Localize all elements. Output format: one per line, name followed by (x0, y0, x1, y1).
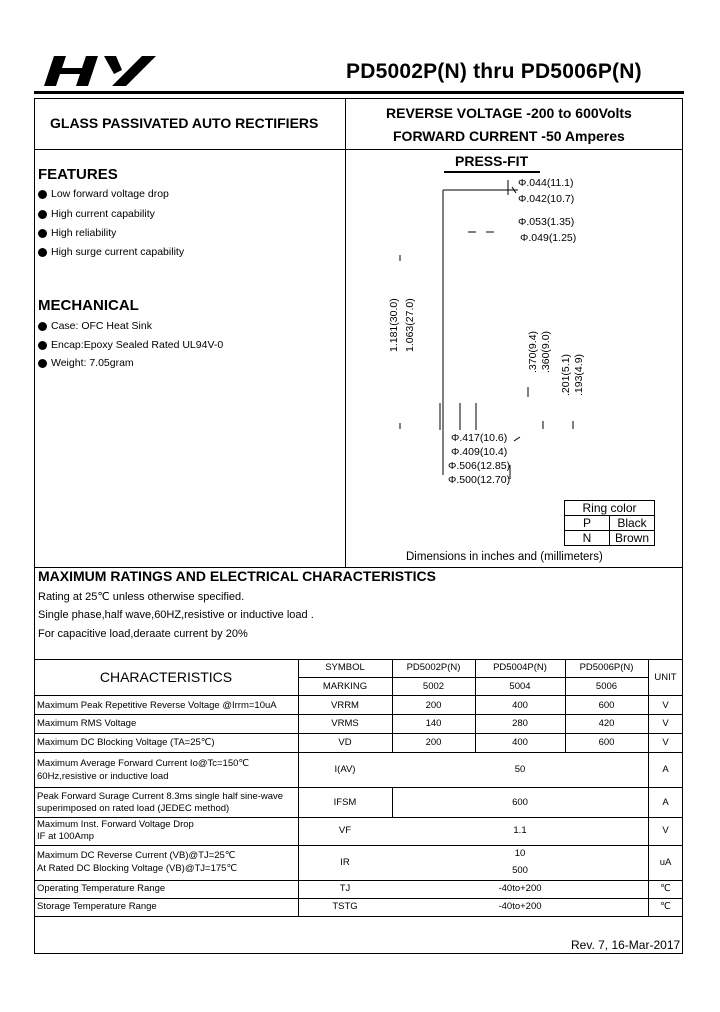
row-symbol: IR (340, 857, 350, 868)
symbol-header: SYMBOL (325, 662, 365, 673)
dimensions-note: Dimensions in inches and (millimeters) (406, 551, 603, 563)
top-divider (34, 149, 683, 150)
dim-label: .370(9.4) (527, 330, 539, 373)
title-underline (444, 171, 540, 173)
characteristics-header: CHARACTERISTICS (99, 669, 233, 685)
cell-unit: V (662, 825, 669, 836)
cell-unit: A (662, 797, 669, 808)
row-name: Maximum Average Forward Current Io@Tc=150℃ (37, 758, 250, 769)
page-title: PD5002P(N) thru PD5006P(N) (346, 60, 642, 83)
list-item: High reliability (38, 227, 116, 239)
cell-value: 1.1 (513, 825, 527, 836)
list-item: Case: OFC Heat Sink (38, 320, 152, 332)
dim-label: Φ.049(1.25) (520, 232, 577, 244)
list-item: Weight: 7.05gram (38, 357, 134, 369)
row-symbol: VD (338, 737, 352, 748)
cell-value: 600 (512, 797, 528, 808)
marking-header: MARKING (322, 681, 368, 692)
list-item: High current capability (38, 208, 155, 220)
row-symbol: VF (338, 825, 352, 836)
ratings-heading: MAXIMUM RATINGS AND ELECTRICAL CHARACTERISTICS (38, 568, 436, 584)
features-heading: FEATURES (38, 166, 118, 183)
cell-value: 200 (425, 700, 442, 711)
cell-unit: uA (659, 857, 672, 868)
rating-note: Single phase,half wave,60HZ,resistive or inductive load . (38, 609, 314, 621)
row-name: Peak Forward Surage Current 8.3ms single half sine-wave (37, 791, 284, 802)
dim-label: Φ.506(12.85) (448, 460, 511, 472)
col-header: PD5004P(N) (493, 662, 547, 673)
row-name-line2: At Rated DC Blocking Voltage (VB)@TJ=175℃ (37, 863, 238, 874)
cell-value: 500 (512, 865, 528, 876)
rating-note: Rating at 25℃ unless otherwise specified. (38, 591, 245, 603)
row-symbol: TSTG (332, 901, 358, 912)
row-name: Maximum DC Reverse Current (VB)@TJ=25℃ (37, 850, 236, 861)
cell-value: 420 (598, 718, 615, 729)
bullet-icon (38, 341, 47, 350)
rating-note: For capacitive load,deraate current by 20% (38, 628, 248, 640)
row-name: Maximum Inst. Forward Voltage Drop (37, 819, 194, 830)
bullet-icon (38, 248, 47, 257)
row-symbol: IFSM (333, 797, 357, 808)
dim-label: .360(9.0) (540, 330, 552, 373)
row-name-line2: 60Hz,resistive or inductive load (37, 771, 169, 782)
dim-label: Φ.044(11.1) (518, 177, 574, 189)
list-item: High surge current capability (38, 246, 184, 258)
bullet-icon (38, 190, 47, 199)
reverse-voltage: REVERSE VOLTAGE -200 to 600Volts (386, 105, 632, 121)
cell-value: -40to+200 (498, 901, 542, 912)
bullet-icon (38, 322, 47, 331)
bullet-icon (38, 359, 47, 368)
row-name: Maximum Peak Repetitive Reverse Voltage @Irrm=10uA (37, 700, 277, 711)
cell-unit: A (662, 764, 669, 775)
forward-current: FORWARD CURRENT -50 Amperes (393, 128, 625, 144)
ring-color-header: Ring color (565, 501, 655, 516)
col-header: PD5002P(N) (406, 662, 461, 673)
row-symbol: VRMS (331, 718, 359, 729)
product-type: GLASS PASSIVATED AUTO RECTIFIERS (50, 115, 319, 131)
cell-unit: V (662, 700, 669, 711)
marking-value: 5006 (595, 681, 618, 692)
dim-label: Φ.409(10.4) (451, 446, 508, 458)
cell-unit: V (662, 737, 669, 748)
mechanical-heading: MECHANICAL (38, 297, 139, 314)
column-divider (345, 98, 346, 568)
row-symbol: TJ (339, 883, 351, 894)
dim-label: 1.181(30.0) (388, 298, 400, 352)
cell-value: 140 (425, 718, 442, 729)
marking-value: 5004 (509, 681, 531, 692)
ring-color-table (564, 500, 655, 546)
row-name-line2: superimposed on rated load (JEDEC method) (37, 803, 230, 814)
list-item: Low forward voltage drop (38, 188, 169, 200)
drawing-title: PRESS-FIT (455, 153, 529, 169)
row-name: Maximum DC Blocking Voltage (TA=25℃) (37, 737, 215, 748)
row-symbol: I(AV) (334, 764, 356, 775)
cell-value: 400 (512, 700, 528, 711)
cell-value: 600 (598, 737, 615, 748)
dim-label: .201(5.1) (560, 353, 572, 396)
list-item: Encap:Epoxy Sealed Rated UL94V-0 (38, 339, 223, 351)
unit-header: UNIT (654, 672, 677, 683)
cell-value: -40to+200 (498, 883, 542, 894)
row-name: Operating Temperature Range (37, 883, 166, 894)
dim-label: Φ.053(1.35) (518, 216, 575, 228)
row-name: Maximum RMS Voltage (37, 718, 137, 729)
dim-label: .193(4.9) (573, 353, 585, 396)
cell-unit: ℃ (660, 901, 671, 912)
bullet-icon (38, 229, 47, 238)
cell-value: 280 (512, 718, 528, 729)
cell-value: 10 (514, 848, 526, 859)
cell-value: 200 (425, 737, 442, 748)
bullet-icon (38, 210, 47, 219)
table-row: P Black (565, 516, 655, 531)
dim-label: Φ.500(12.70) (448, 474, 511, 486)
cell-value: 50 (514, 764, 526, 775)
hy-logo (40, 52, 160, 92)
col-header: PD5006P(N) (579, 662, 634, 673)
marking-value: 5002 (422, 681, 445, 692)
row-name: Storage Temperature Range (37, 901, 157, 912)
table-row: N Brown (565, 531, 655, 546)
header-rule (34, 91, 684, 94)
cell-unit: V (662, 718, 669, 729)
dim-label: 1.063(27.0) (404, 298, 416, 352)
row-name-line2: IF at 100Amp (37, 831, 95, 842)
dim-label: Φ.042(10.7) (518, 193, 575, 205)
cell-value: 400 (512, 737, 528, 748)
cell-value: 600 (598, 700, 615, 711)
cell-unit: ℃ (660, 883, 671, 894)
dim-label: Φ.417(10.6) (451, 432, 508, 444)
row-symbol: VRRM (331, 700, 359, 711)
revision: Rev. 7, 16-Mar-2017 (571, 938, 681, 952)
